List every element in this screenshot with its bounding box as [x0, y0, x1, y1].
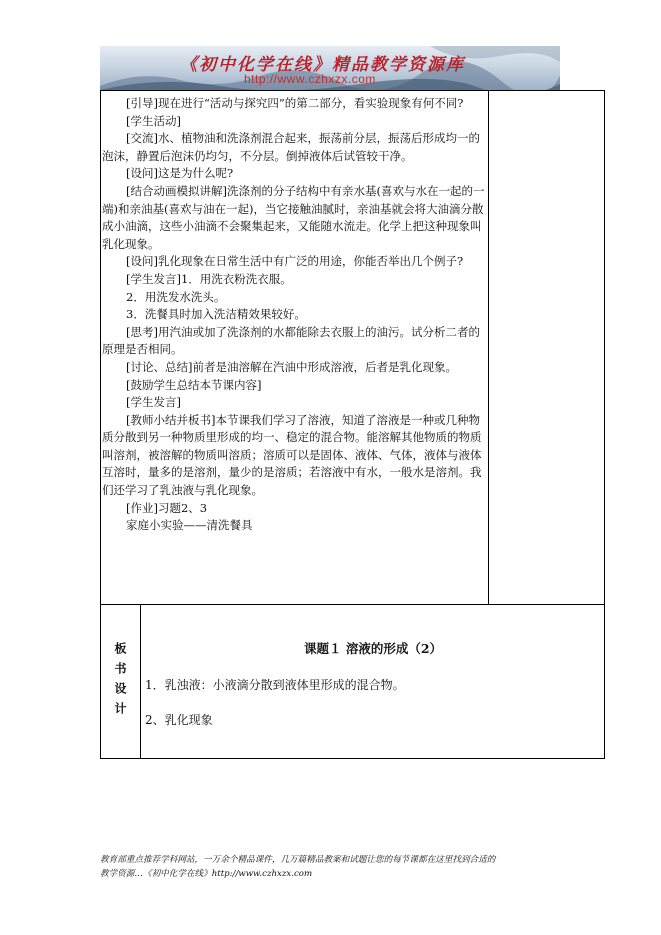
board-item-2: 2、乳化现象 [145, 713, 213, 727]
footer-line-2: 教学资源…《初中化学在线》http://www.czhxzx.com [100, 869, 313, 879]
lesson-paragraph: 2．用洗发水洗头。 [126, 289, 226, 304]
lesson-paragraph: [教师小结并板书]本节课我们学习了溶液，知道了溶液是一种或几种物质分散到另一种物质里形成的均一、稳定的混合物。能溶解其他物质的物质叫溶剂，被溶解的物质叫溶质；溶质可以是固体、液体、气体，液体与液体互溶时，量多的是溶剂，量少的是溶质；若溶液中有水，一般水是溶剂。我们还学习了乳浊液与乳化现象。 [102, 412, 482, 498]
footer-note [100, 853, 570, 881]
footer-line-1: 教育部重点推荐学科网站，一万余个精品课件，几万篇精品教案和试题让您的每节课都在这里找到合适的 [100, 855, 496, 865]
lesson-paragraph: [思考]用汽油或加了洗涤剂的水都能除去衣服上的油污。试分析二者的原理是否相同。 [102, 324, 480, 357]
lesson-paragraph: [学生发言]1．用洗衣粉洗衣服。 [126, 271, 292, 286]
board-label: 板书设计 [113, 642, 127, 722]
board-item-1: 1．乳浊液：小液滴分散到液体里形成的混合物。 [145, 678, 405, 692]
lesson-paragraph: [引导]现在进行“活动与探究四”的第二部分，看实验现象有何不同? [126, 96, 464, 110]
lesson-content [102, 95, 488, 535]
lesson-paragraph: [鼓励学生总结本节课内容] [126, 377, 262, 392]
lesson-paragraph: [交流]水、植物油和洗涤剂混合起来，振荡前分层，振荡后形成均一的泡沫，静置后泡沫仍均匀，不分层。倒掉液体后试管较干净。 [102, 131, 480, 163]
header-banner [100, 46, 560, 90]
banner-url[interactable]: http://www.czhxzx.com [244, 72, 376, 86]
lesson-paragraph: [设问]乳化现象在日常生活中有广泛的用途，你能否举出几个例子? [126, 254, 464, 269]
board-title: 课题１ 溶液的形成（2） [303, 641, 443, 656]
lesson-paragraph: [结合动画模拟讲解]洗涤剂的分子结构中有亲水基(喜欢与水在一起的一端)和亲油基(喜欢与油在一起)，当它接触油腻时，亲油基就会将大油滴分散成小油滴，这些小油滴不会聚集起来，又能随水流走。化学上把这种现象叫乳化现象。 [102, 183, 485, 251]
lesson-paragraph: [讨论、总结]前者是油溶解在汽油中形成溶液，后者是乳化现象。 [126, 359, 457, 374]
lesson-paragraph: 家庭小实验——清洗餐具 [126, 518, 253, 533]
lesson-paragraph: 3．洗餐具时加入洗洁精效果较好。 [126, 307, 306, 322]
lesson-paragraph: [学生发言] [126, 395, 181, 410]
lesson-paragraph: [设问]这是为什么呢? [126, 166, 234, 181]
lesson-paragraph: [作业]习题2、3 [126, 500, 208, 515]
banner-title: 《初中化学在线》精品教学资源库 [180, 55, 465, 75]
lesson-paragraph: [学生活动] [126, 113, 181, 128]
